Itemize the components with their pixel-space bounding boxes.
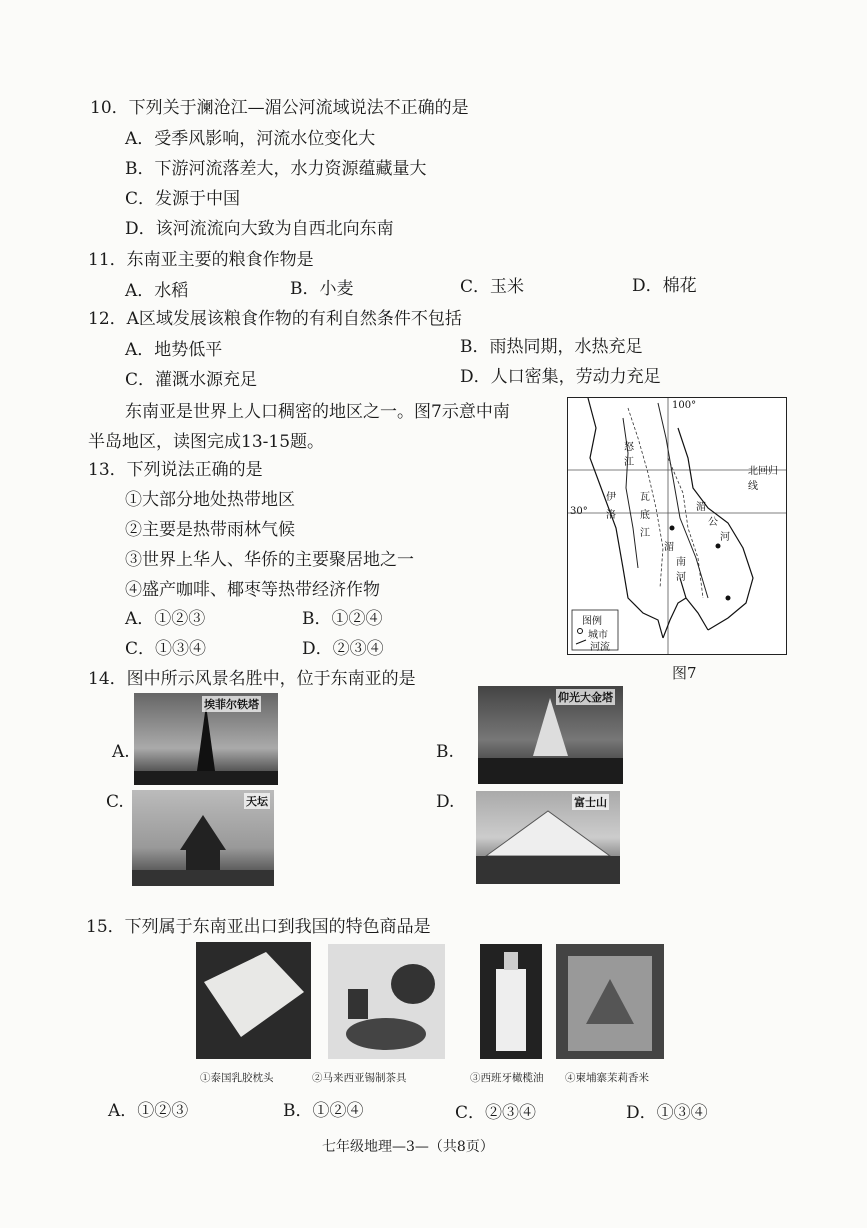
map-label: 江 <box>624 457 634 468</box>
q11-option-c: C．玉米 <box>460 277 525 297</box>
shwedagon-pagoda-photo <box>478 686 623 784</box>
jasmine-rice-photo <box>556 944 664 1059</box>
q13-statement-3: ③世界上华人、华侨的主要聚居地之一 <box>125 550 414 570</box>
q12-option-c: C．灌溉水源充足 <box>125 370 258 390</box>
q15-stem: 15．下列属于东南亚出口到我国的特色商品是 <box>86 917 431 937</box>
caption-pillow: ①泰国乳胶枕头 <box>200 1072 274 1084</box>
map-label: 河 <box>720 532 730 543</box>
q15-option-b: B．①②④ <box>283 1101 364 1121</box>
q10-option-c: C．发源于中国 <box>125 189 241 209</box>
caption-tea-set: ②马来西亚锡制茶具 <box>312 1072 407 1084</box>
map-lat-30-label: 30° <box>570 506 588 517</box>
q14-option-d: D. <box>436 792 455 812</box>
photo-label-a: 埃菲尔铁塔 <box>204 698 259 711</box>
eiffel-tower-photo <box>134 693 278 785</box>
map-longitude-label: 100° <box>672 400 697 411</box>
map-label: 河 <box>676 572 686 583</box>
map-legend-city: 城市 <box>588 630 608 641</box>
q14-stem: 14．图中所示风景名胜中，位于东南亚的是 <box>88 669 416 689</box>
q15-option-c: C．②③④ <box>455 1103 537 1123</box>
map-legend-title: 图例 <box>582 616 602 627</box>
q14-option-c: C. <box>106 792 124 812</box>
temple-of-heaven-photo <box>132 790 274 886</box>
map-label: 湄 <box>696 502 706 513</box>
q13-stem: 13．下列说法正确的是 <box>88 460 263 480</box>
caption-rice: ④柬埔寨茉莉香米 <box>565 1072 649 1084</box>
q15-option-d: D．①③④ <box>626 1103 708 1123</box>
intro-line-2: 半岛地区，读图完成13-15题。 <box>88 432 325 452</box>
q13-option-c: C．①③④ <box>125 639 207 659</box>
map-tropic-label: 北回归线 <box>748 466 778 492</box>
q10-option-b: B．下游河流落差大，水力资源蕴藏量大 <box>125 159 427 179</box>
q13-option-b: B．①②④ <box>302 609 383 629</box>
q10-option-a: A．受季风影响，河流水位变化大 <box>125 129 376 149</box>
figure-7-caption: 图7 <box>672 664 697 682</box>
q13-option-d: D．②③④ <box>302 639 384 659</box>
q11-option-d: D．棉花 <box>632 276 697 296</box>
photo-label-c: 天坛 <box>246 795 268 808</box>
map-label: 洛 <box>606 510 616 521</box>
q15-option-a: A．①②③ <box>108 1101 189 1121</box>
q13-statement-2: ②主要是热带雨林气候 <box>125 520 295 540</box>
q13-statement-1: ①大部分地处热带地区 <box>125 490 295 510</box>
map-label: 湄 <box>664 542 674 553</box>
tin-tea-set-photo <box>328 944 445 1059</box>
photo-label-b: 仰光大金塔 <box>558 691 613 704</box>
q12-stem: 12．A区域发展该粮食作物的有利自然条件不包括 <box>88 309 462 329</box>
q11-option-b: B．小麦 <box>290 279 354 299</box>
q12-option-b: B．雨热同期，水热充足 <box>460 337 643 357</box>
figure-7-map <box>567 397 787 655</box>
map-label: 底 <box>640 510 650 521</box>
q13-statement-4: ④盛产咖啡、椰枣等热带经济作物 <box>125 580 380 600</box>
q11-option-a: A．水稻 <box>125 281 189 301</box>
latex-pillow-photo <box>196 942 311 1059</box>
page-footer: 七年级地理—3—（共8页） <box>322 1139 494 1155</box>
map-label: 江 <box>640 528 650 539</box>
olive-oil-photo <box>480 944 542 1059</box>
q10-stem: 10．下列关于澜沧江—湄公河流域说法不正确的是 <box>90 98 469 118</box>
map-label: 南 <box>676 557 686 568</box>
q14-option-a: A. <box>112 742 130 762</box>
map-legend-river: 河流 <box>590 642 610 653</box>
q12-option-d: D．人口密集，劳动力充足 <box>460 367 661 387</box>
photo-label-d: 富士山 <box>574 796 607 809</box>
intro-line-1: 东南亚是世界上人口稠密的地区之一。图7示意中南 <box>125 402 510 422</box>
mount-fuji-photo <box>476 791 620 884</box>
map-label: 公 <box>708 517 718 528</box>
map-label: 怒 <box>624 442 634 453</box>
q13-option-a: A．①②③ <box>125 609 206 629</box>
map-label: 瓦 <box>640 492 650 503</box>
q11-stem: 11．东南亚主要的粮食作物是 <box>88 250 314 270</box>
q14-option-b: B. <box>436 742 454 762</box>
q10-option-d: D．该河流流向大致为自西北向东南 <box>125 219 394 239</box>
caption-olive-oil: ③西班牙橄榄油 <box>470 1072 544 1084</box>
q12-option-a: A．地势低平 <box>125 340 223 360</box>
map-label: 伊 <box>606 492 616 503</box>
